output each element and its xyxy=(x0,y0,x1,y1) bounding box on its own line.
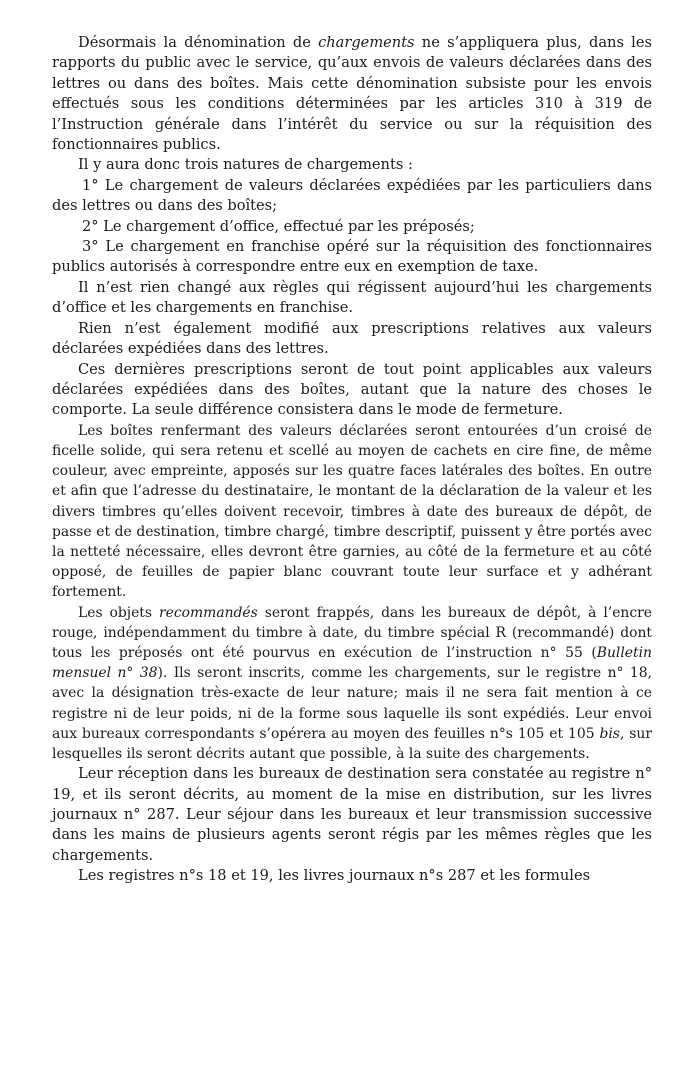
italic-run: Bulletin mensuel n° 38 xyxy=(52,644,652,682)
text-run: 2° Le chargement d’office, effectué par les préposés; xyxy=(82,217,475,235)
text-run: 3° Le chargement en franchise opéré sur la réquisition des fonctionnaires publics autorisés à correspondre entre eux en exemption de taxe. xyxy=(52,238,652,276)
list-item-1 xyxy=(52,176,652,217)
text-run: Les boîtes renfermant des valeurs déclarées seront entourées d’un croisé de ficelle solide, qui sera retenu et scellé au moyen de cachets en cire fine, de même couleur, avec empreinte, apposés sur les quatre faces latérales des boîtes. En outre et afin que l’adresse du destinataire, le montant de la déclaration de la valeur et les divers timbres qu’elles doivent recevoir, timbres à date des bureaux de dépôt, de passe et de destination, timbre chargé, timbre descriptif, puissent y être portés avec la netteté nécessaire, elles devront être garnies, au côté de la fermeture et au côté opposé, de feuilles de papier blanc couvrant toute leur surface et y adhérant fortement. xyxy=(52,422,652,601)
text-run: Les registres n°s 18 et 19, les livres journaux n°s 287 et les formules xyxy=(78,867,591,885)
text-run: 1° Le chargement de valeurs déclarées expédiées par les particuliers dans des lettres ou dans des boîtes; xyxy=(52,176,652,215)
paragraph-12 xyxy=(52,866,652,886)
text-run: Il n’est rien changé aux règles qui régissent aujourd’hui les chargements d’office et les chargements en franchise. xyxy=(52,278,652,317)
text-run: Rien n’est également modifié aux prescriptions relatives aux valeurs déclarées expédiées dans des lettres. xyxy=(52,319,652,358)
text-run: Leur réception dans les bureaux de destination sera constatée au registre n° 19, et ils seront décrits, au moment de la mise en distribution, sur les livres journaux n° 287. Leur séjour dans les bureaux et leur transmission successive dans les mains de plusieurs agents seront régis par les mêmes règles que les chargements. xyxy=(52,765,652,864)
text-run: , sur lesquelles ils seront décrits autant que possible, à la suite des chargements. xyxy=(52,725,653,762)
paragraph-2 xyxy=(52,155,652,175)
list-item-2 xyxy=(52,217,652,237)
text-run: Ces dernières prescriptions seront de tout point applicables aux valeurs déclarées expédiées dans des boîtes, autant que la nature des choses le comporte. La seule différence consistera dans le mode de fermeture. xyxy=(52,360,652,419)
italic-run: recommandés xyxy=(158,604,258,621)
text-run: Les objets xyxy=(78,604,159,621)
paragraph-11 xyxy=(52,764,652,866)
document-page xyxy=(52,33,652,887)
italic-run: bis xyxy=(599,725,620,742)
paragraph-6 xyxy=(52,278,652,319)
paragraph-1 xyxy=(52,33,652,155)
paragraph-10 xyxy=(52,603,652,765)
text-run: Il y aura donc trois natures de chargements : xyxy=(78,156,413,174)
paragraph-9 xyxy=(52,421,652,603)
italic-run: chargements xyxy=(318,34,415,51)
list-item-3 xyxy=(52,237,652,278)
text-run: seront frappés, dans les bureaux de dépôt, à l’encre rouge, indépendamment du timbre à date, du timbre spécial R (recommandé) dont tous les préposés ont été pourvus en exécution de l’instruction n° 55 ( xyxy=(52,604,653,661)
text-run: Désormais la dénomination de xyxy=(78,34,319,51)
paragraph-7 xyxy=(52,319,652,360)
text-run: ). Ils seront inscrits, comme les chargements, sur le registre n° 18, avec la désignation très-exacte de leur nature; mais il ne sera fait mention à ce registre ni de leur poids, ni de la forme sous laquelle ils sont expédiés. Leur envoi aux bureaux correspondants s’opérera au moyen des feuilles n°s 105 et 105 xyxy=(52,665,652,742)
text-run: ne s’appliquera plus, dans les rapports du public avec le service, qu’aux envois de valeurs déclarées dans des lettres ou dans des boîtes. Mais cette dénomination subsiste pour les envois effectués sous les conditions déterminées par les articles 310 à 319 de l’Instruction générale dans l’intérêt du service ou sur la réquisition des fonctionnaires publics. xyxy=(52,34,652,154)
paragraph-8 xyxy=(52,360,652,421)
